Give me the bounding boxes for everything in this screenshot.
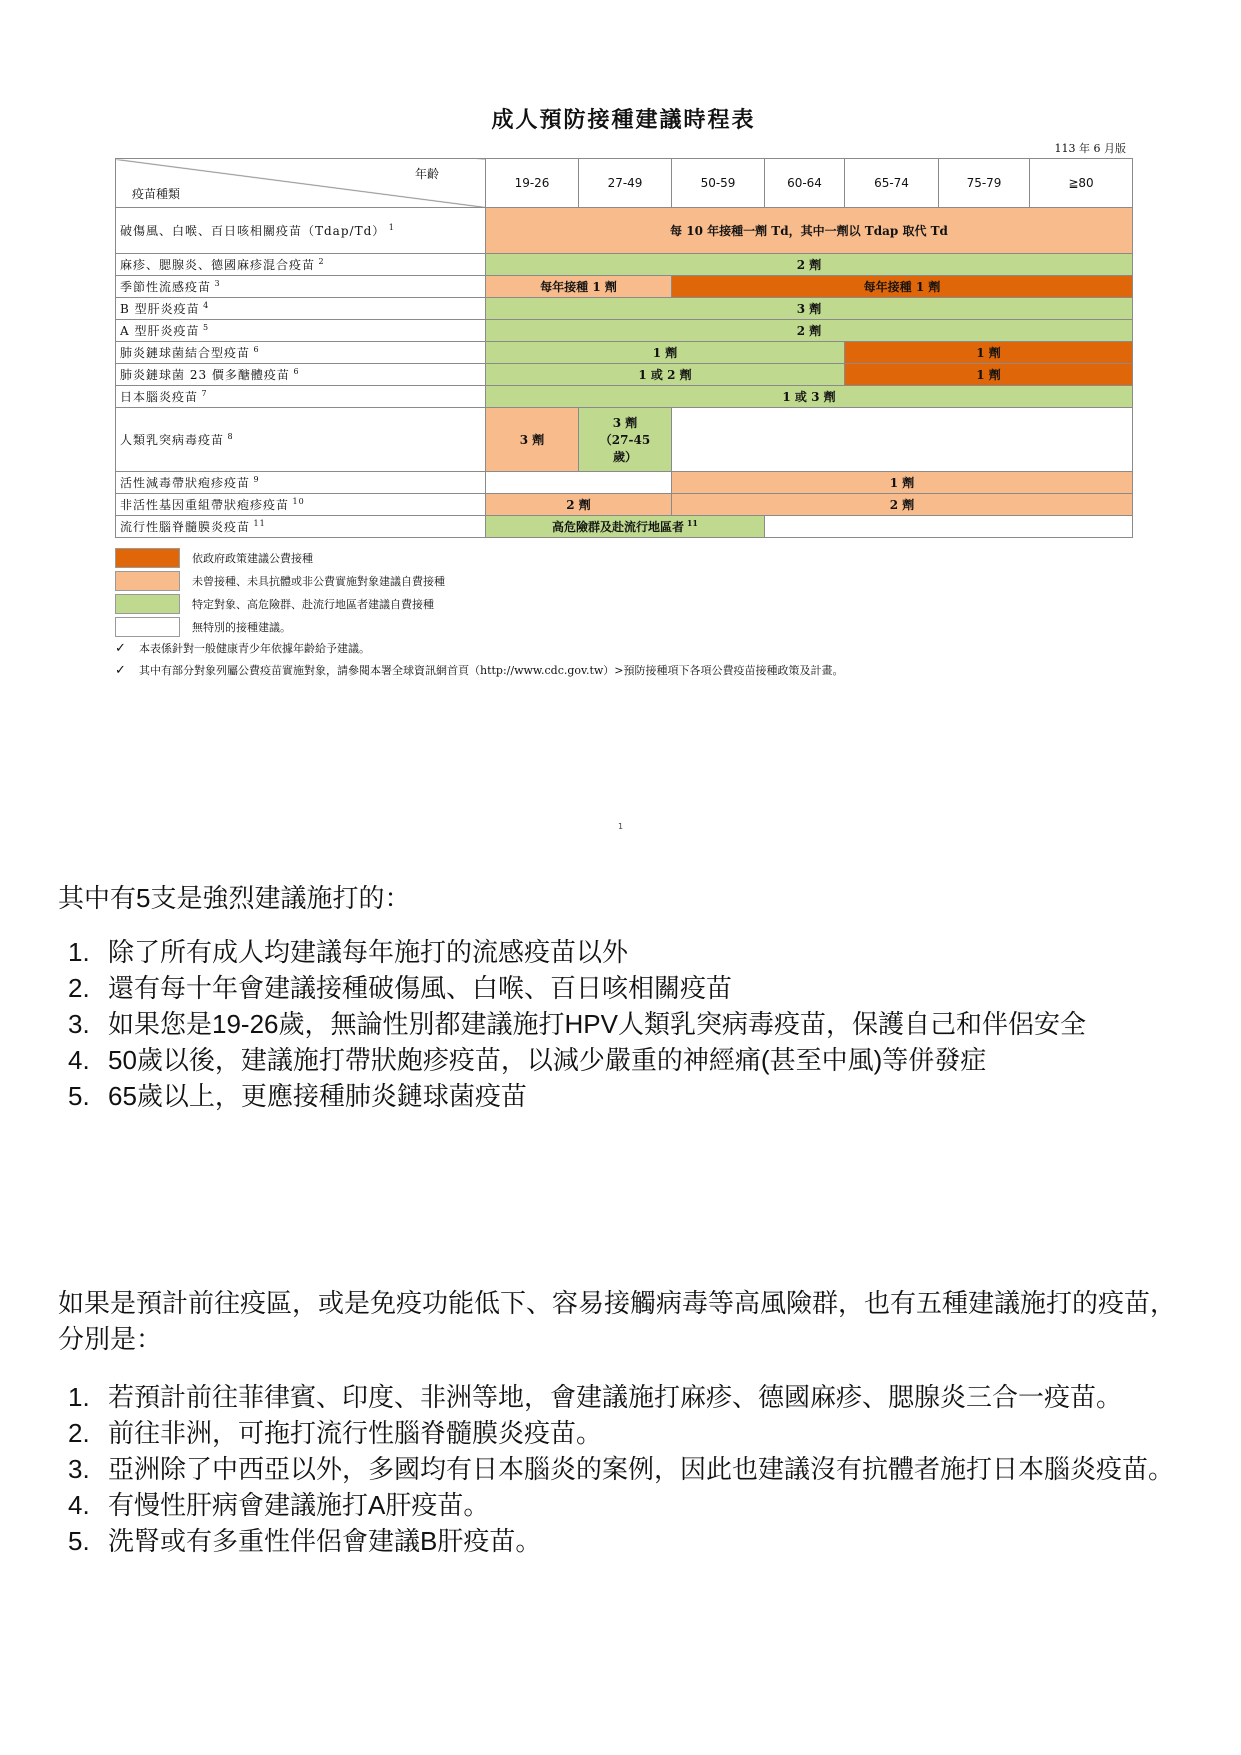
vaccine-name-cell <box>116 254 486 276</box>
footnote-ref: 1 <box>385 223 395 232</box>
legend-swatch <box>115 617 180 637</box>
recommendation-cell <box>845 364 1133 386</box>
schedule-title: 成人預防接種建議時程表 <box>491 107 756 133</box>
age-group-header: 27-49 <box>579 159 672 208</box>
vaccine-name-cell <box>116 320 486 342</box>
list-number: 4. <box>68 1490 90 1520</box>
recommendation-text: 1 劑 <box>976 368 1001 382</box>
vaccine-name: 流行性腦脊髓膜炎疫苗 <box>120 520 251 534</box>
recommended-list <box>58 934 1183 1114</box>
footnote-ref: 10 <box>289 497 305 506</box>
footnote-ref: 4 <box>199 301 210 310</box>
vaccine-name: 季節性流感疫苗 <box>120 280 212 294</box>
recommendation-text: 1 或 3 劑 <box>782 390 836 404</box>
list-item <box>58 1078 1183 1114</box>
list-item <box>58 1379 1183 1415</box>
list-text: 65歲以上，更應接種肺炎鏈球菌疫苗 <box>108 1081 527 1111</box>
vaccine-row <box>116 494 1133 516</box>
footnote-ref: 6 <box>250 345 260 354</box>
vaccine-name-cell <box>116 516 486 538</box>
recommendation-text: 高危險群及赴流行地區者 <box>552 520 685 534</box>
list-number: 3. <box>68 1009 90 1039</box>
intro-paragraph-2: 如果是預計前往疫區，或是免疫功能低下、容易接觸病毒等高風險群，也有五種建議施打的疫苗，分別是： <box>58 1288 1177 1354</box>
recommendation-cell <box>672 276 1133 298</box>
footnote-ref: 3 <box>211 279 221 288</box>
list-item <box>58 970 1183 1006</box>
recommendation-cell <box>486 364 845 386</box>
list-text: 50歲以後，建議施打帶狀皰疹疫苗，以減少嚴重的神經痛(甚至中風)等併發症 <box>108 1045 987 1075</box>
vaccine-row <box>116 320 1133 342</box>
schedule-header-row <box>116 159 1133 208</box>
recommendation-cell <box>486 208 1133 254</box>
vaccine-row <box>116 254 1133 276</box>
vaccine-row <box>116 342 1133 364</box>
corner-vaccine-label: 疫苗種類 <box>132 187 181 201</box>
recommendation-text: 每 10 年接種一劑 Td，其中一劑以 Tdap 取代 Td <box>670 224 948 238</box>
legend-item <box>115 592 1132 615</box>
vaccine-name-cell <box>116 472 486 494</box>
recommendation-text: 2 劑 <box>796 324 822 338</box>
legend-label: 未曾接種、未具抗體或非公費實施對象建議自費接種 <box>192 574 445 588</box>
recommendation-text: 2 劑 <box>889 498 915 512</box>
list-text: 若預計前往菲律賓、印度、非洲等地，會建議施打麻疹、德國麻疹、腮腺炎三合一疫苗。 <box>108 1382 1123 1412</box>
legend-label: 特定對象、高危險群、赴流行地區者建議自費接種 <box>192 597 434 611</box>
vaccine-name: 肺炎鏈球菌結合型疫苗 <box>120 346 251 360</box>
vaccine-row <box>116 364 1133 386</box>
vaccine-name-cell <box>116 276 486 298</box>
recommendation-cell <box>579 408 672 472</box>
vaccine-name: 人類乳突病毒疫苗 <box>120 433 225 447</box>
recommendation-cell <box>486 254 1133 276</box>
recommendation-text: 1 劑 <box>889 476 915 490</box>
list-item <box>58 934 1183 970</box>
footnote-ref: 2 <box>315 257 325 266</box>
recommendation-text: 3 劑 <box>519 433 545 447</box>
list-number: 5. <box>68 1526 90 1556</box>
recommendation-cell <box>486 320 1133 342</box>
list-text: 如果您是19-26歲，無論性別都建議施打HPV人類乳突病毒疫苗，保護自己和伴侶安全 <box>108 1009 1086 1039</box>
age-group-header: ≧80 <box>1030 159 1133 208</box>
high-risk-list <box>58 1379 1183 1559</box>
legend-swatch <box>115 594 180 614</box>
vaccine-row <box>116 516 1133 538</box>
corner-header-cell <box>116 159 486 208</box>
vaccine-name-cell <box>116 208 486 254</box>
recommendation-cell <box>486 408 579 472</box>
footnote-ref: 7 <box>198 389 208 398</box>
recommendation-text: 1 劑 <box>976 346 1001 360</box>
vaccine-row <box>116 298 1133 320</box>
note-text: 本表係針對一般健康青少年依據年齡給予建議。 <box>139 642 370 655</box>
vaccine-name-cell <box>116 298 486 320</box>
recommendation-cell <box>486 494 672 516</box>
schedule-image <box>115 100 1132 682</box>
note-item <box>115 660 1132 682</box>
list-number: 4. <box>68 1045 90 1075</box>
footnote-ref: 8 <box>224 432 234 441</box>
age-group-header: 50-59 <box>672 159 765 208</box>
list-item <box>58 1451 1183 1487</box>
recommendation-cell <box>486 386 1133 408</box>
recommendation-text-line: （27-45 <box>599 433 651 447</box>
footnote-ref: 5 <box>199 323 210 332</box>
vaccine-name-cell <box>116 364 486 386</box>
check-icon: ✓ <box>115 663 126 678</box>
vaccine-row <box>116 208 1133 254</box>
legend-item <box>115 546 1132 569</box>
list-item <box>58 1042 1183 1078</box>
check-icon: ✓ <box>115 641 126 656</box>
legend-item <box>115 615 1132 638</box>
article-section-1 <box>58 880 1183 1114</box>
recommendation-cell <box>486 472 672 494</box>
schedule-legend <box>115 546 1132 638</box>
list-text: 有慢性肝病會建議施打A肝疫苗。 <box>108 1490 490 1520</box>
recommendation-cell <box>486 276 672 298</box>
list-item <box>58 1487 1183 1523</box>
vaccine-row <box>116 276 1133 298</box>
list-number: 1. <box>68 1382 90 1412</box>
footnote-ref: 6 <box>289 367 300 376</box>
age-group-header: 60-64 <box>765 159 845 208</box>
list-item <box>58 1415 1183 1451</box>
intro-paragraph-1: 其中有5支是強烈建議施打的： <box>58 883 411 913</box>
list-number: 2. <box>68 1418 90 1448</box>
recommendation-text-line: 3 劑 <box>612 416 638 430</box>
vaccine-name-cell <box>116 408 486 472</box>
list-text: 除了所有成人均建議每年施打的流感疫苗以外 <box>108 937 629 967</box>
schedule-notes <box>115 638 1132 682</box>
age-group-header: 75-79 <box>939 159 1030 208</box>
list-text: 還有每十年會建議接種破傷風、白喉、百日咳相關疫苗 <box>108 973 733 1003</box>
age-group-header: 65-74 <box>845 159 939 208</box>
vaccine-name-cell <box>116 342 486 364</box>
vaccine-name: 非活性基因重組帶狀疱疹疫苗 <box>120 498 290 512</box>
list-number: 3. <box>68 1454 90 1484</box>
legend-label: 依政府政策建議公費接種 <box>192 551 313 565</box>
list-text: 亞洲除了中西亞以外，多國均有日本腦炎的案例，因此也建議沒有抗體者施打日本腦炎疫苗。 <box>108 1454 1175 1484</box>
schedule-table <box>115 158 1133 538</box>
recommendation-cell <box>672 408 1133 472</box>
recommendation-text: 每年接種 1 劑 <box>540 280 617 294</box>
vaccine-row <box>116 408 1133 472</box>
recommendation-text-line: 歲） <box>612 450 637 464</box>
vaccine-name-cell <box>116 494 486 516</box>
corner-age-label: 年齡 <box>414 167 439 181</box>
list-number: 5. <box>68 1081 90 1111</box>
recommendation-cell <box>486 298 1133 320</box>
recommendation-text: 1 劑 <box>652 346 678 360</box>
note-text: 其中有部分對象列屬公費疫苗實施對象，請參閱本署全球資訊網首頁（http://www.cdc.gov.tw）>預防接種項下各項公費疫苗接種政策及計畫。 <box>139 664 844 677</box>
recommendation-cell <box>845 342 1133 364</box>
recommendation-cell <box>672 494 1133 516</box>
vaccine-name: 日本腦炎疫苗 <box>120 390 199 404</box>
recommendation-text: 2 劑 <box>796 258 822 272</box>
footnote-ref: 11 <box>684 518 698 528</box>
legend-label: 無特別的接種建議。 <box>192 620 291 634</box>
footnote-ref: 11 <box>250 519 266 528</box>
note-item <box>115 638 1132 660</box>
vaccine-row <box>116 386 1133 408</box>
legend-swatch <box>115 548 180 568</box>
footnote-ref: 9 <box>250 475 260 484</box>
vaccine-name: A 型肝炎疫苗 <box>120 324 200 338</box>
recommendation-text: 每年接種 1 劑 <box>863 280 941 294</box>
schedule-version: 113 年 6 月版 <box>1054 142 1126 155</box>
list-item <box>58 1523 1183 1559</box>
page-number: 1 <box>617 822 624 831</box>
vaccine-name: B 型肝炎疫苗 <box>120 302 200 316</box>
legend-item <box>115 569 1132 592</box>
list-item <box>58 1006 1183 1042</box>
recommendation-cell <box>486 342 845 364</box>
list-number: 1. <box>68 937 90 967</box>
vaccine-name: 麻疹、腮腺炎、德國麻疹混合疫苗 <box>120 258 316 272</box>
list-number: 2. <box>68 973 90 1003</box>
vaccine-name: 活性減毒帶狀疱疹疫苗 <box>120 476 251 490</box>
vaccine-name: 破傷風、白喉、百日咳相關疫苗（Tdap/Td） <box>120 224 386 238</box>
vaccine-name-cell <box>116 386 486 408</box>
age-group-header: 19-26 <box>486 159 579 208</box>
recommendation-cell <box>672 472 1133 494</box>
vaccine-name: 肺炎鏈球菌 23 價多醣體疫苗 <box>120 368 290 382</box>
legend-swatch <box>115 571 180 591</box>
list-text: 前往非洲，可拖打流行性腦脊髓膜炎疫苗。 <box>108 1418 603 1448</box>
article-section-2 <box>58 1285 1183 1559</box>
recommendation-cell <box>765 516 1133 538</box>
recommendation-text: 1 或 2 劑 <box>638 368 692 382</box>
recommendation-text: 2 劑 <box>566 498 591 512</box>
list-text: 洗腎或有多重性伴侶會建議B肝疫苗。 <box>108 1526 542 1556</box>
vaccine-row <box>116 472 1133 494</box>
recommendation-cell <box>486 516 765 538</box>
recommendation-text: 3 劑 <box>796 302 822 316</box>
